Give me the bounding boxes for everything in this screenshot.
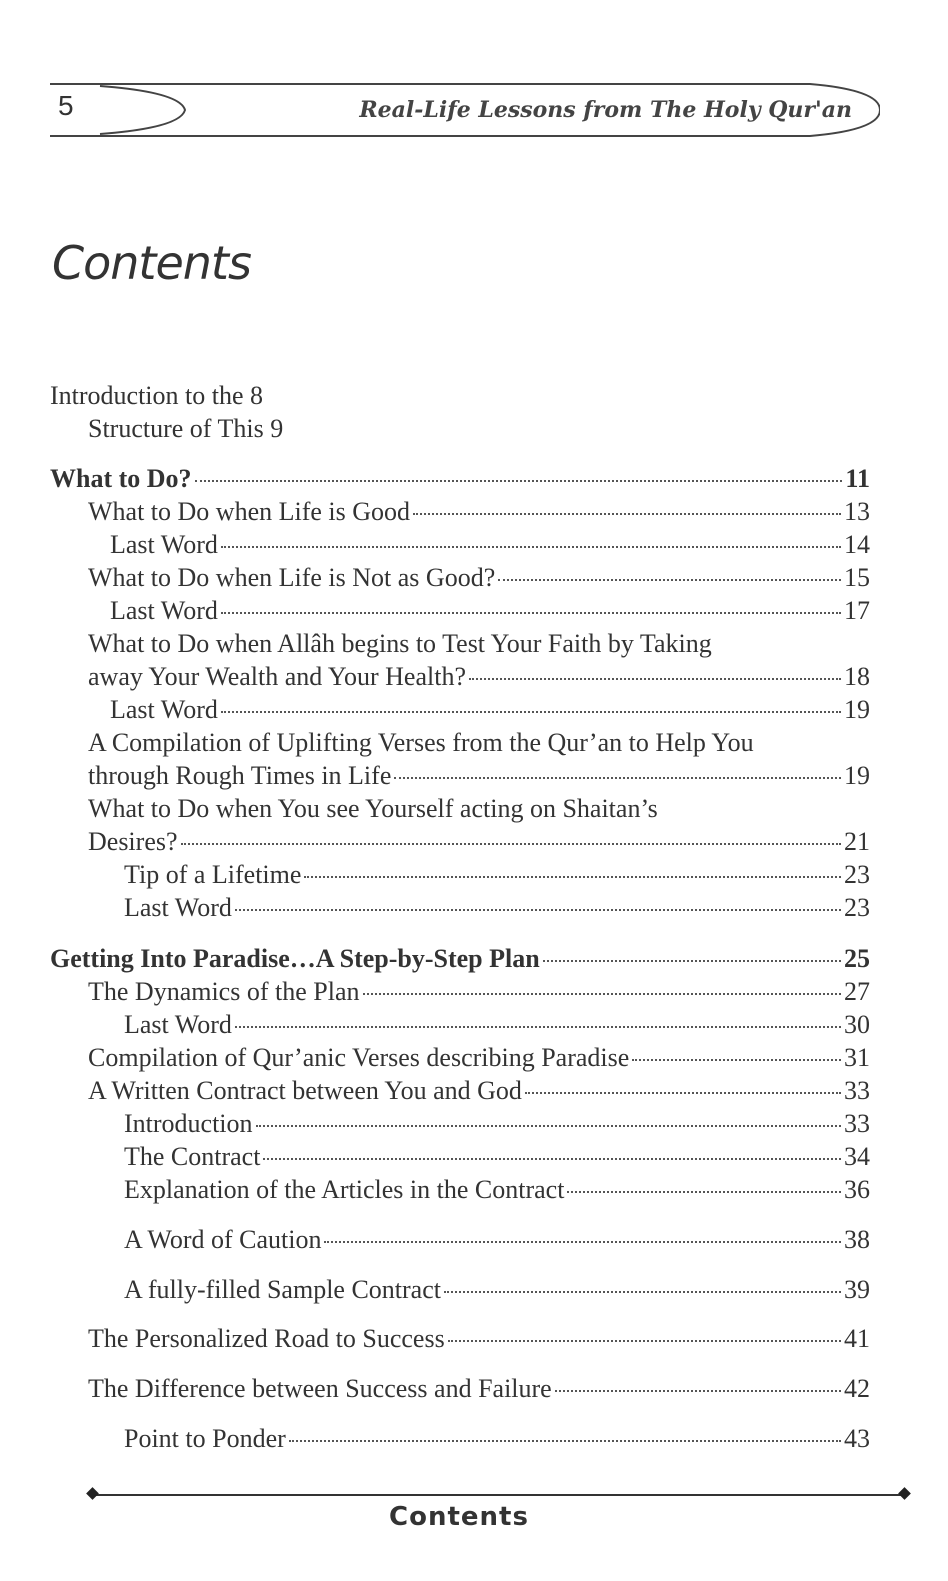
toc-entry[interactable] bbox=[124, 1275, 870, 1305]
toc-entry[interactable] bbox=[88, 1374, 870, 1404]
dot-leader bbox=[181, 843, 841, 845]
entry-page-number: 30 bbox=[844, 1010, 870, 1039]
entry-page-number: 23 bbox=[844, 893, 870, 922]
entry-page-number: 33 bbox=[844, 1076, 870, 1105]
page-title: Contents bbox=[52, 236, 251, 290]
dot-leader bbox=[289, 1440, 841, 1442]
entry-page-number: 19 bbox=[844, 761, 870, 790]
entry-title: The Personalized Road to Success bbox=[88, 1324, 445, 1353]
entry-title: Last Word bbox=[110, 695, 218, 724]
toc-entry[interactable] bbox=[88, 662, 870, 692]
entry-title: A fully-filled Sample Contract bbox=[124, 1275, 441, 1304]
dot-leader bbox=[632, 1059, 841, 1061]
entry-title: The Contract bbox=[124, 1142, 261, 1171]
entry-page-number: 21 bbox=[844, 827, 870, 856]
toc-entry[interactable] bbox=[124, 1175, 870, 1205]
footer-label: Contents bbox=[389, 1502, 529, 1532]
entry-page-number: 42 bbox=[844, 1374, 870, 1403]
dot-leader bbox=[567, 1191, 841, 1193]
toc-entry[interactable] bbox=[124, 1142, 870, 1172]
diamond-icon bbox=[898, 1487, 911, 1500]
dot-leader bbox=[263, 1158, 841, 1160]
entry-title: A Word of Caution bbox=[124, 1225, 322, 1254]
toc-entry[interactable] bbox=[88, 1076, 870, 1106]
entry-title: Introduction to the 8 bbox=[50, 381, 264, 410]
entry-page-number: 17 bbox=[844, 596, 870, 625]
dot-leader bbox=[235, 1026, 841, 1028]
entry-page-number: 18 bbox=[844, 662, 870, 691]
dot-leader bbox=[555, 1390, 841, 1392]
dot-leader bbox=[543, 960, 841, 962]
diamond-icon bbox=[86, 1487, 99, 1500]
toc-entry[interactable] bbox=[110, 530, 870, 560]
dot-leader bbox=[235, 909, 841, 911]
entry-page-number: 25 bbox=[844, 944, 870, 973]
entry-page-number: 14 bbox=[844, 530, 870, 559]
entry-title: The Difference between Success and Failure bbox=[88, 1374, 552, 1403]
entry-title: Last Word bbox=[124, 893, 232, 922]
entry-title: through Rough Times in Life bbox=[88, 761, 392, 790]
toc-entry[interactable] bbox=[124, 1424, 870, 1454]
entry-page-number: 15 bbox=[844, 563, 870, 592]
entry-title: Structure of This 9 bbox=[88, 414, 284, 443]
entry-page-number: 27 bbox=[844, 977, 870, 1006]
dot-leader bbox=[221, 711, 841, 713]
entry-page-number: 23 bbox=[844, 860, 870, 889]
toc-entry[interactable] bbox=[88, 1043, 870, 1073]
entry-page-number: 33 bbox=[844, 1109, 870, 1138]
entry-title: A Written Contract between You and God bbox=[88, 1076, 522, 1105]
toc-entry[interactable] bbox=[124, 860, 870, 890]
dot-leader bbox=[304, 876, 841, 878]
toc-entry[interactable] bbox=[110, 596, 870, 626]
toc-entry[interactable] bbox=[88, 1324, 870, 1354]
entry-title: Explanation of the Articles in the Contract bbox=[124, 1175, 565, 1204]
dot-leader bbox=[448, 1340, 841, 1342]
toc-entry[interactable] bbox=[88, 414, 283, 444]
dot-leader bbox=[498, 579, 841, 581]
entry-title: What to Do when Allâh begins to Test Your Faith by Taking bbox=[88, 629, 712, 658]
entry-title: Last Word bbox=[124, 1010, 232, 1039]
entry-title: What to Do when You see Yourself acting on Shaitan’s bbox=[88, 794, 658, 823]
entry-title: Last Word bbox=[110, 596, 218, 625]
toc-entry[interactable] bbox=[88, 827, 870, 857]
toc-entry[interactable] bbox=[110, 695, 870, 725]
toc-entry[interactable] bbox=[88, 497, 870, 527]
entry-page-number: 36 bbox=[844, 1175, 870, 1204]
toc-entry[interactable] bbox=[124, 1010, 870, 1040]
entry-page-number: 38 bbox=[844, 1225, 870, 1254]
toc-entry[interactable] bbox=[88, 761, 870, 791]
toc-entry[interactable] bbox=[88, 563, 870, 593]
entry-title: The Dynamics of the Plan bbox=[88, 977, 360, 1006]
entry-page-number: 39 bbox=[844, 1275, 870, 1304]
entry-title: Compilation of Qur’anic Verses describing Paradise bbox=[88, 1043, 630, 1072]
entry-page-number: 43 bbox=[844, 1424, 870, 1453]
entry-page-number: 11 bbox=[845, 464, 870, 493]
entry-page-number: 19 bbox=[844, 695, 870, 724]
entry-title: away Your Wealth and Your Health? bbox=[88, 662, 466, 691]
entry-title: What to Do? bbox=[50, 464, 192, 493]
dot-leader bbox=[195, 480, 843, 482]
toc-entry[interactable] bbox=[88, 629, 712, 659]
toc-entry[interactable] bbox=[124, 893, 870, 923]
entry-page-number: 41 bbox=[844, 1324, 870, 1353]
entry-title: Point to Ponder bbox=[124, 1424, 286, 1453]
dot-leader bbox=[413, 513, 841, 515]
entry-title: What to Do when Life is Good bbox=[88, 497, 411, 526]
entry-title: Last Word bbox=[110, 530, 218, 559]
dot-leader bbox=[221, 546, 841, 548]
book-title: Real-Life Lessons from The Holy Qur'an bbox=[359, 97, 852, 123]
entry-page-number: 34 bbox=[844, 1142, 870, 1171]
footer-divider bbox=[92, 1494, 904, 1496]
entry-title: Desires? bbox=[88, 827, 178, 856]
toc-entry[interactable] bbox=[88, 794, 658, 824]
entry-title: Tip of a Lifetime bbox=[124, 860, 302, 889]
toc-entry[interactable] bbox=[124, 1109, 870, 1139]
entry-title: A Compilation of Uplifting Verses from the Qur’an to Help You bbox=[88, 728, 754, 757]
dot-leader bbox=[525, 1092, 841, 1094]
dot-leader bbox=[221, 612, 841, 614]
entry-title: Getting Into Paradise…A Step-by-Step Plan bbox=[50, 944, 540, 973]
dot-leader bbox=[324, 1241, 841, 1243]
toc-entry[interactable] bbox=[88, 977, 870, 1007]
toc-entry[interactable] bbox=[88, 728, 754, 758]
dot-leader bbox=[363, 993, 842, 995]
entry-title: What to Do when Life is Not as Good? bbox=[88, 563, 496, 592]
toc-entry[interactable] bbox=[50, 944, 870, 974]
dot-leader bbox=[394, 777, 841, 779]
dot-leader bbox=[256, 1125, 841, 1127]
entry-page-number: 13 bbox=[844, 497, 870, 526]
entry-title: Introduction bbox=[124, 1109, 253, 1138]
toc-entry[interactable] bbox=[50, 464, 870, 494]
toc-entry[interactable] bbox=[124, 1225, 870, 1255]
toc-entry[interactable] bbox=[50, 381, 263, 411]
dot-leader bbox=[469, 678, 841, 680]
entry-page-number: 31 bbox=[844, 1043, 870, 1072]
page-number: 5 bbox=[58, 90, 74, 121]
dot-leader bbox=[444, 1291, 841, 1293]
